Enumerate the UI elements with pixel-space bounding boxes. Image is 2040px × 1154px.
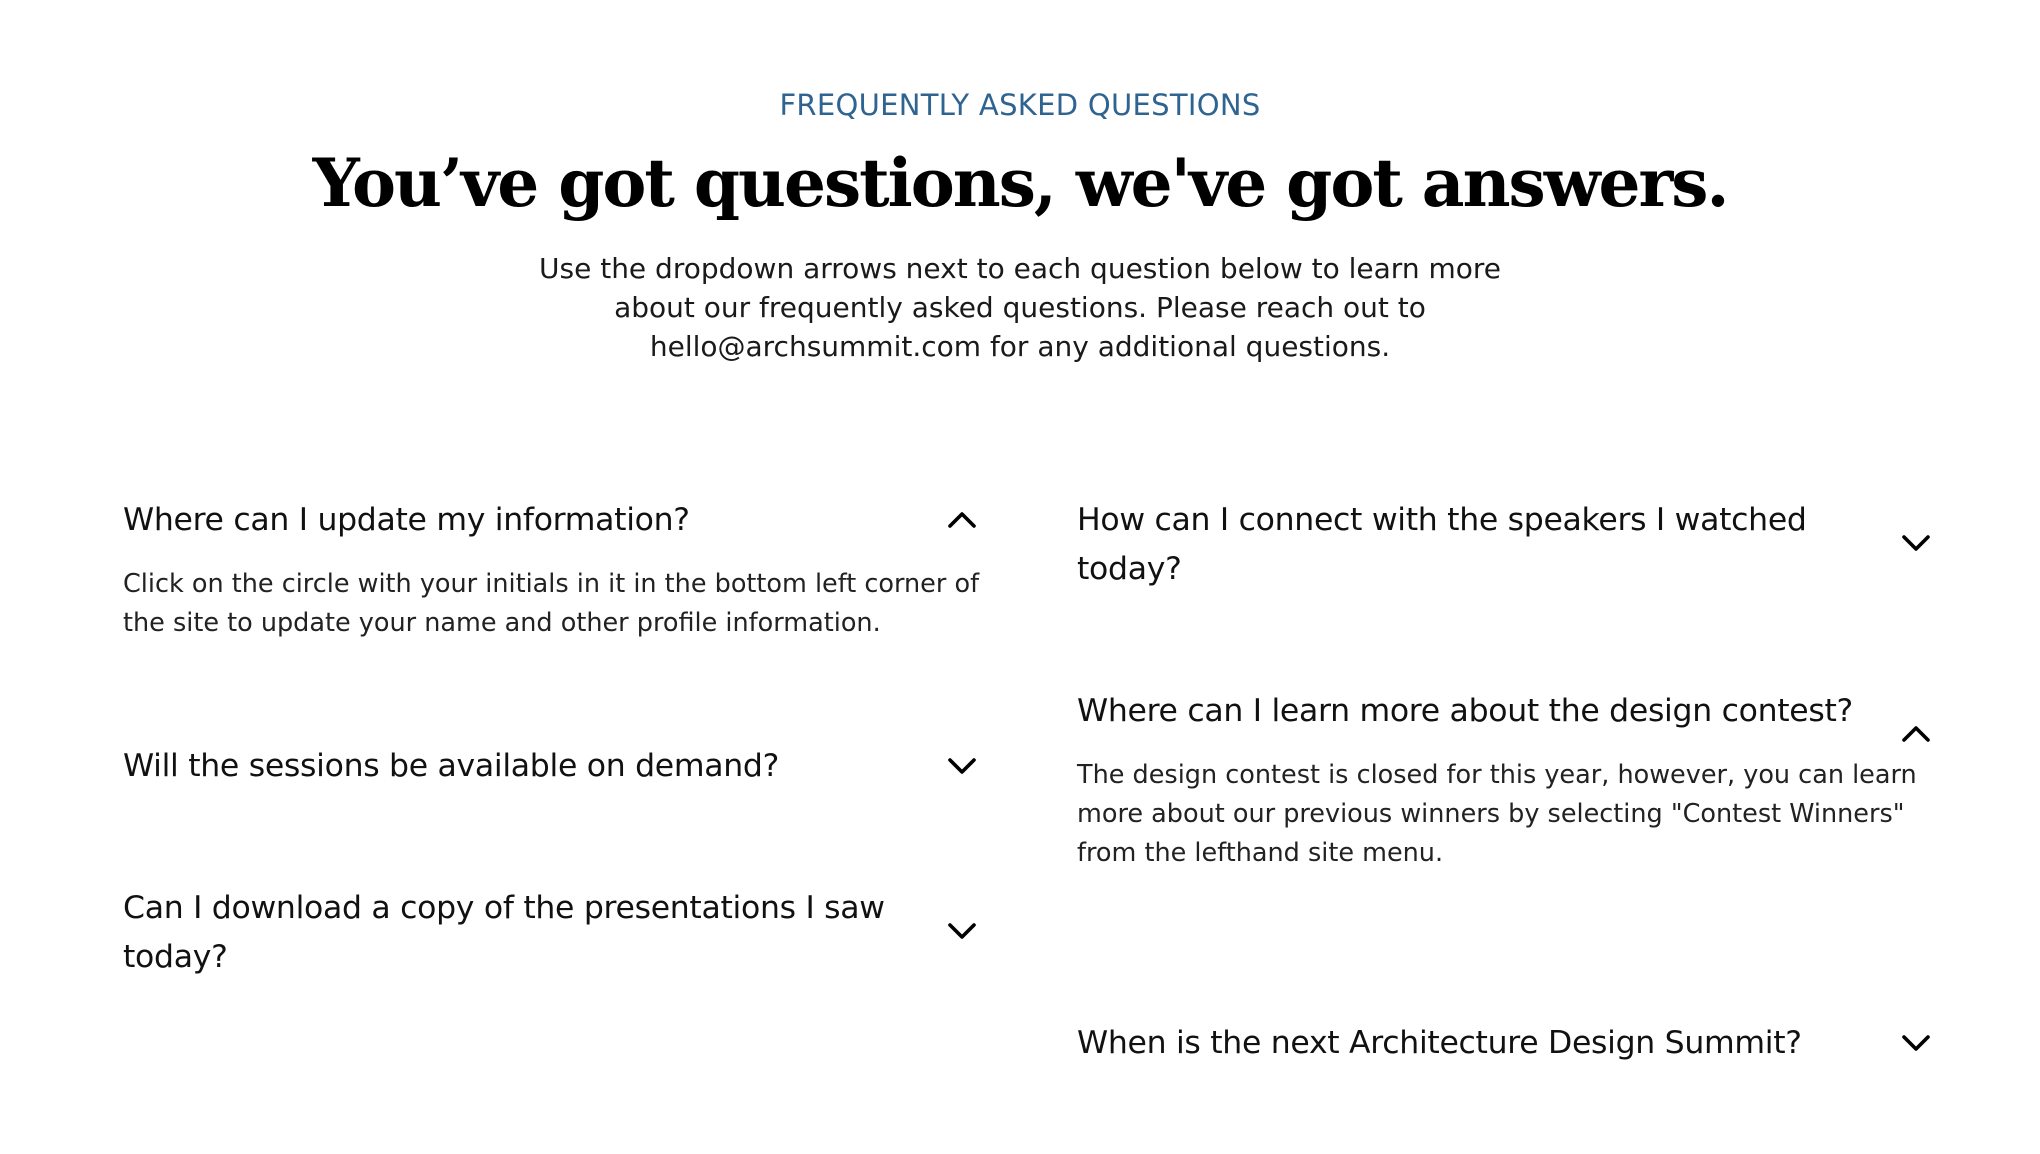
faq-answer: The design contest is closed for this year, however, you can learn more about our previous winners by selecting "Contest Winners" from the lefthand site menu. bbox=[1077, 760, 1917, 868]
faq-question[interactable]: When is the next Architecture Design Summit? bbox=[1077, 1025, 1802, 1061]
chevron-down-icon[interactable] bbox=[1899, 526, 1933, 560]
chevron-down-icon[interactable] bbox=[945, 914, 979, 948]
faq-question[interactable]: Can I download a copy of the presentations I saw today? bbox=[123, 890, 885, 975]
faq-question[interactable]: Where can I learn more about the design contest? bbox=[1077, 693, 1853, 729]
eyebrow-label: FREQUENTLY ASKED QUESTIONS bbox=[779, 88, 1261, 122]
faq-item-next-summit bbox=[1077, 1019, 1937, 1068]
faq-item-update-information bbox=[123, 496, 983, 643]
faq-question[interactable]: How can I connect with the speakers I watched today? bbox=[1077, 502, 1807, 587]
chevron-down-icon[interactable] bbox=[945, 749, 979, 783]
faq-item-download-presentations bbox=[123, 884, 983, 982]
faq-question[interactable]: Will the sessions be available on demand? bbox=[123, 748, 780, 784]
chevron-up-icon[interactable] bbox=[945, 503, 979, 537]
faq-question[interactable]: Where can I update my information? bbox=[123, 502, 690, 538]
faq-answer: Click on the circle with your initials in it in the bottom left corner of the site to update your name and other profile information. bbox=[123, 569, 980, 638]
chevron-down-icon[interactable] bbox=[1899, 1026, 1933, 1060]
chevron-up-icon[interactable] bbox=[1899, 717, 1933, 751]
page-title: You’ve got questions, we've got answers. bbox=[312, 144, 1728, 222]
faq-item-connect-speakers bbox=[1077, 496, 1937, 594]
page-description: Use the dropdown arrows next to each question below to learn more about our frequently asked questions. Please reach out to hello@archsummit.com for any additional questions. bbox=[539, 252, 1501, 363]
faq-item-design-contest bbox=[1077, 687, 1937, 873]
faq-item-sessions-on-demand bbox=[123, 742, 983, 791]
